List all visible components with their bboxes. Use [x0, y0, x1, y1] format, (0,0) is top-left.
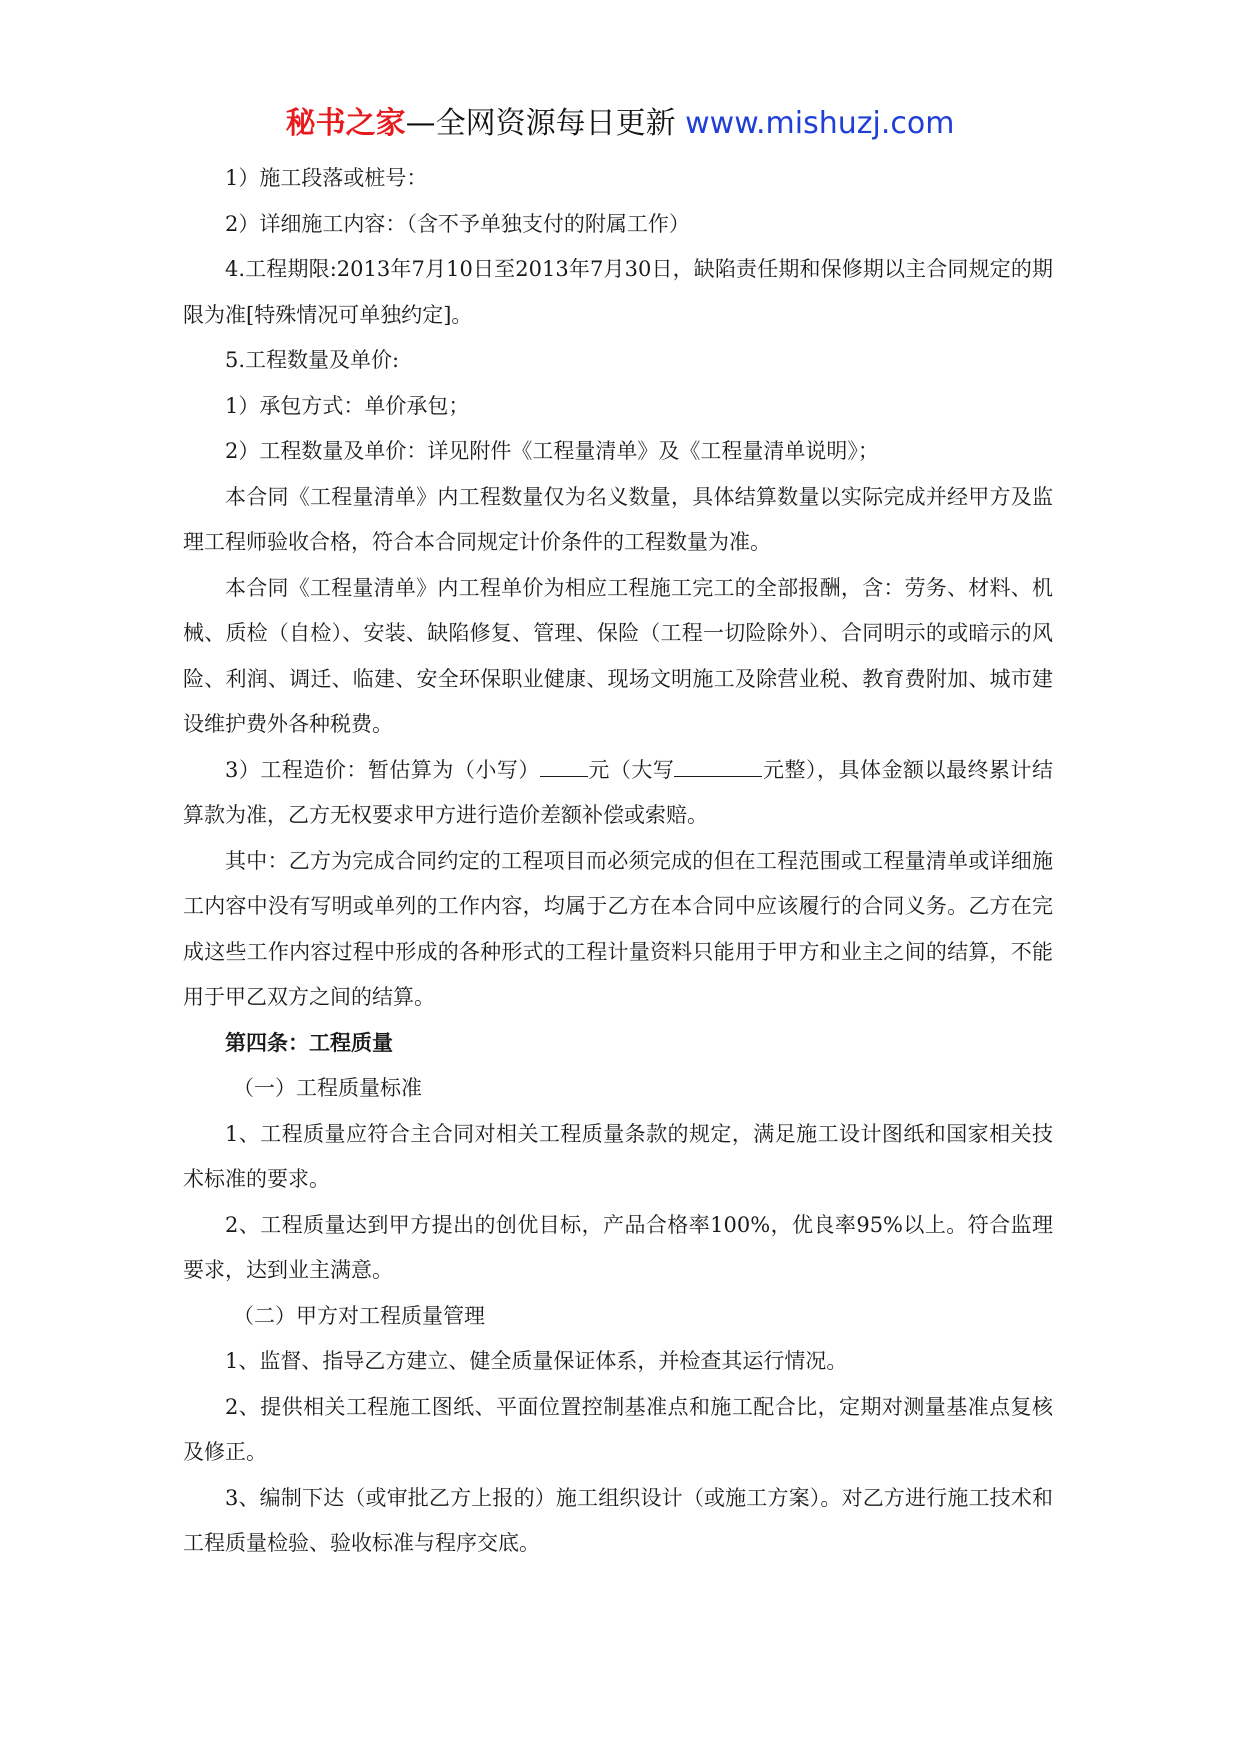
subsection-heading: （一）工程质量标准 — [233, 1076, 422, 1100]
paragraph: 其中：乙方为完成合同约定的工程项目而必须完成的但在工程范围或工程量清单或详细施工内容中没有写明或单列的工作内容，均属于乙方在本合同中应该履行的合同义务。乙方在完成这些工作内容过程中形成的各种形式的工程计量资料只能用于甲方和业主之间的结算，不能用于甲乙双方之间的结算。 — [183, 848, 1053, 1009]
amount-words-blank[interactable] — [674, 756, 762, 777]
section-heading: 第四条：工程质量 — [225, 1030, 393, 1055]
subsection-heading: （二）甲方对工程质量管理 — [233, 1303, 485, 1328]
cost-text-part2: 元（大写 — [587, 757, 675, 782]
header-brand: 秘书之家 — [285, 106, 406, 141]
cost-text-part1: 3）工程造价：暂估算为（小写） — [225, 757, 540, 782]
paragraph: 1、监督、指导乙方建立、健全质量保证体系，并检查其运行情况。 — [225, 1349, 848, 1373]
paragraph: 5.工程数量及单价: — [225, 348, 400, 372]
header-url-link[interactable]: www.mishuzj.com — [685, 106, 955, 141]
cost-text-part3: 元整），具体金额以最终累计结算款为准，乙方无权要求甲方进行造价差额补偿或索赔。 — [183, 757, 1054, 827]
paragraph: 2）详细施工内容：（含不予单独支付的附属工作） — [225, 211, 690, 236]
paragraph: 4.工程期限:2013年7月10日至2013年7月30日，缺陷责任期和保修期以主合同规定的期限为准[特殊情况可单独约定]。 — [183, 257, 1053, 327]
paragraph: 3、编制下达（或审批乙方上报的）施工组织设计（或施工方案）。对乙方进行施工技术和工程质量检验、验收标准与程序交底。 — [183, 1485, 1053, 1555]
cost-paragraph — [183, 748, 1053, 839]
paragraph: 本合同《工程量清单》内工程数量仅为名义数量，具体结算数量以实际完成并经甲方及监理工程师验收合格，符合本合同规定计价条件的工程数量为准。 — [183, 484, 1053, 554]
header-tagline: —全网资源每日更新 — [405, 106, 676, 141]
paragraph: 2、提供相关工程施工图纸、平面位置控制基准点和施工配合比，定期对测量基准点复核及修正。 — [183, 1394, 1053, 1464]
amount-figures-blank[interactable] — [540, 756, 588, 777]
paragraph: 2）工程数量及单价：详见附件《工程量清单》及《工程量清单说明》； — [225, 439, 879, 463]
document-body — [183, 156, 1053, 1567]
page-header — [0, 104, 1240, 144]
paragraph: 1、工程质量应符合主合同对相关工程质量条款的规定，满足施工设计图纸和国家相关技术标准的要求。 — [183, 1121, 1053, 1191]
paragraph: 1）施工段落或桩号： — [225, 166, 428, 190]
paragraph: 2、工程质量达到甲方提出的创优目标，产品合格率100%，优良率95%以上。符合监理要求，达到业主满意。 — [183, 1212, 1053, 1282]
paragraph: 1）承包方式：单价承包； — [225, 393, 470, 418]
paragraph: 本合同《工程量清单》内工程单价为相应工程施工完工的全部报酬，含：劳务、材料、机械、质检（自检）、安装、缺陷修复、管理、保险（工程一切险除外）、合同明示的或暗示的风险、利润、调迁、临建、安全环保职业健康、现场文明施工及除营业税、教育费附加、城市建设维护费外各种税费。 — [183, 575, 1053, 736]
